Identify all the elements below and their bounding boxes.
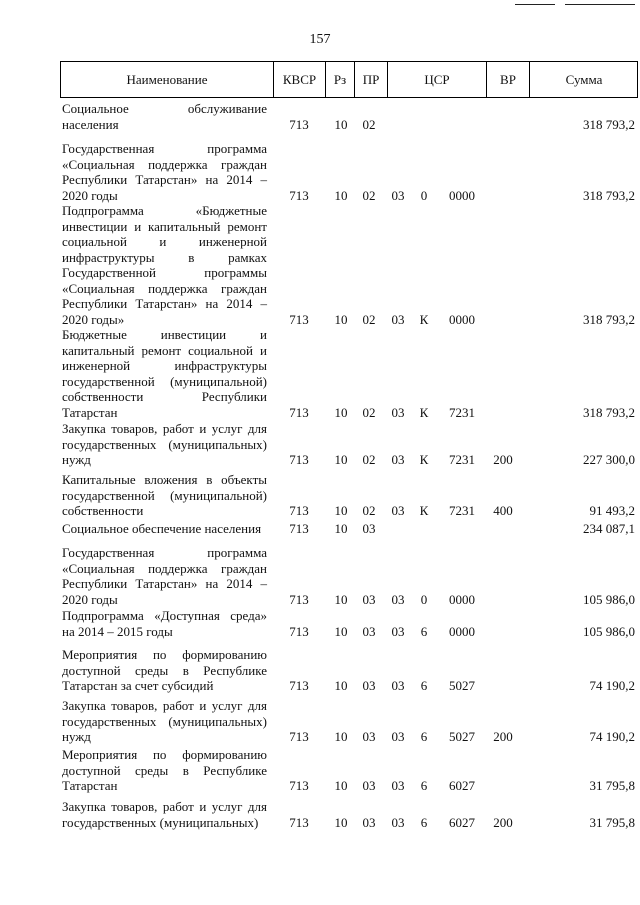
row-rz: 10: [334, 778, 348, 793]
row-rz: 10: [334, 521, 348, 536]
row-vr: 200: [493, 814, 513, 830]
row-pr: 02: [362, 116, 376, 132]
row-csr2: 6: [420, 814, 428, 830]
row-csr2: 6: [420, 778, 428, 793]
row-csr2: К: [419, 404, 429, 420]
row-name-line: государственных (муниципальных): [62, 814, 259, 830]
header-rz: Рз: [325, 62, 354, 97]
row-sum: 74 190,2: [589, 729, 635, 744]
row-sum: 318 793,2: [583, 404, 635, 420]
row-csr1: 03: [391, 311, 405, 327]
row-name-line: социальной и инженерной: [62, 234, 267, 249]
row-name-line: на 2014 – 2015 годы: [62, 623, 173, 639]
row-name-line: Подпрограмма «Доступная среда»: [62, 608, 267, 623]
row-name: [62, 647, 267, 694]
row-sum: 227 300,0: [583, 452, 635, 467]
row-name-line: 2020 годы: [62, 591, 118, 607]
row-pr: 03: [362, 521, 376, 536]
row-rz: 10: [334, 116, 348, 132]
row-sum: 31 795,8: [589, 778, 635, 793]
row-sum: 105 986,0: [583, 623, 635, 639]
row-csr2: 6: [420, 729, 428, 744]
row-csr1: 03: [391, 452, 405, 467]
row-csr3: 0000: [449, 623, 475, 639]
row-name-line: Социальное обслуживание: [62, 101, 267, 116]
row-csr3: 6027: [449, 778, 475, 793]
row-csr2: 0: [420, 591, 428, 607]
row-pr: 03: [362, 623, 376, 639]
header-kvsr: КВСР: [273, 62, 325, 97]
row-name-line: Закупка товаров, работ и услуг для: [62, 698, 267, 713]
row-csr2: К: [419, 503, 429, 518]
row-name: [62, 545, 267, 607]
top-rule: [565, 4, 635, 5]
row-name-line: Капитальные вложения в объекты: [62, 472, 267, 487]
header-csr: ЦСР: [387, 62, 486, 97]
row-name-line: Подпрограмма «Бюджетные: [62, 203, 267, 218]
row-name: [62, 608, 267, 639]
row-name-line: Татарстан за счет субсидий: [62, 678, 214, 693]
row-name-line: Закупка товаров, работ и услуг для: [62, 799, 267, 814]
row-kvsr: 713: [289, 116, 309, 132]
row-csr3: 0000: [449, 187, 475, 203]
row-sum: 234 087,1: [583, 521, 635, 536]
row-name-line: собственности: [62, 503, 144, 518]
row-name: [62, 799, 267, 830]
row-name-line: Мероприятия по формированию: [62, 747, 267, 762]
row-name: [62, 203, 267, 327]
row-kvsr: 713: [289, 187, 309, 203]
row-csr3: 7231: [449, 404, 475, 420]
row-rz: 10: [334, 503, 348, 518]
row-name-line: «Социальная поддержка граждан: [62, 156, 267, 172]
row-csr2: 6: [420, 678, 428, 693]
row-kvsr: 713: [289, 778, 309, 793]
row-rz: 10: [334, 591, 348, 607]
row-csr3: 0000: [449, 311, 475, 327]
row-rz: 10: [334, 623, 348, 639]
row-kvsr: 713: [289, 729, 309, 744]
row-csr2: К: [419, 452, 429, 467]
row-csr1: 03: [391, 778, 405, 793]
row-pr: 03: [362, 591, 376, 607]
row-kvsr: 713: [289, 452, 309, 467]
row-name-line: Татарстан: [62, 404, 118, 420]
row-name-line: капитальный ремонт социальной и: [62, 342, 267, 358]
row-name-line: населения: [62, 116, 119, 132]
row-sum: 91 493,2: [589, 503, 635, 518]
row-pr: 03: [362, 814, 376, 830]
row-csr3: 6027: [449, 814, 475, 830]
row-csr2: К: [419, 311, 429, 327]
row-sum: 318 793,2: [583, 187, 635, 203]
row-kvsr: 713: [289, 404, 309, 420]
row-name-line: Государственная программа: [62, 141, 267, 156]
row-name-line: доступной среды в Республике: [62, 662, 267, 678]
row-csr3: 5027: [449, 678, 475, 693]
row-sum: 105 986,0: [583, 591, 635, 607]
row-rz: 10: [334, 678, 348, 693]
row-name: [62, 421, 267, 468]
row-name-line: государственной (муниципальной): [62, 373, 267, 389]
row-kvsr: 713: [289, 814, 309, 830]
row-pr: 02: [362, 187, 376, 203]
row-pr: 02: [362, 311, 376, 327]
row-rz: 10: [334, 814, 348, 830]
row-name: [62, 747, 267, 794]
row-name-line: доступной среды в Республике: [62, 762, 267, 778]
row-kvsr: 713: [289, 591, 309, 607]
row-csr1: 03: [391, 404, 405, 420]
row-kvsr: 713: [289, 623, 309, 639]
row-name-line: Республики Татарстан» на 2014 –: [62, 296, 267, 311]
page-number: 157: [309, 32, 331, 47]
row-pr: 03: [362, 729, 376, 744]
row-pr: 02: [362, 404, 376, 420]
row-rz: 10: [334, 311, 348, 327]
row-name-line: государственных (муниципальных): [62, 436, 267, 452]
row-name-line: «Социальная поддержка граждан: [62, 280, 267, 296]
row-name-line: 2020 годы»: [62, 311, 125, 327]
row-name-line: государственных (муниципальных): [62, 713, 267, 729]
row-name-line: Государственная программа: [62, 545, 267, 560]
row-name: [62, 472, 267, 519]
row-name-line: Мероприятия по формированию: [62, 647, 267, 662]
row-name-line: Республики Татарстан» на 2014 –: [62, 172, 267, 187]
row-name-line: Социальное обеспечение населения: [62, 521, 262, 536]
table-header: [60, 61, 638, 98]
row-rz: 10: [334, 452, 348, 467]
top-rule: [515, 4, 555, 5]
row-name-line: Республики Татарстан» на 2014 –: [62, 576, 267, 591]
row-kvsr: 713: [289, 311, 309, 327]
row-csr1: 03: [391, 503, 405, 518]
row-vr: 200: [493, 452, 513, 467]
row-name-line: инфраструктуры в рамках: [62, 249, 267, 265]
row-name-line: Государственной программы: [62, 265, 267, 280]
row-name-line: государственной (муниципальной): [62, 487, 267, 503]
header-pr: ПР: [354, 62, 387, 97]
header-vr: ВР: [486, 62, 529, 97]
row-csr2: 6: [420, 623, 428, 639]
row-sum: 74 190,2: [589, 678, 635, 693]
row-name: [62, 327, 267, 420]
row-name-line: нужд: [62, 452, 91, 467]
row-name-line: инженерной инфраструктуры: [62, 358, 267, 373]
row-name: [62, 698, 267, 745]
row-kvsr: 713: [289, 521, 309, 536]
row-pr: 03: [362, 678, 376, 693]
row-rz: 10: [334, 187, 348, 203]
row-rz: 10: [334, 729, 348, 744]
header-name: Наименование: [126, 72, 208, 87]
row-csr3: 0000: [449, 591, 475, 607]
row-vr: 200: [493, 729, 513, 744]
row-csr1: 03: [391, 591, 405, 607]
row-vr: 400: [493, 503, 513, 518]
row-name: [62, 101, 267, 132]
row-pr: 02: [362, 503, 376, 518]
row-rz: 10: [334, 404, 348, 420]
row-name-line: собственности Республики: [62, 389, 267, 404]
row-csr1: 03: [391, 814, 405, 830]
row-csr1: 03: [391, 729, 405, 744]
row-name-line: «Социальная поддержка граждан: [62, 560, 267, 576]
row-name-line: Татарстан: [62, 778, 118, 793]
row-pr: 03: [362, 778, 376, 793]
row-csr1: 03: [391, 187, 405, 203]
row-name-line: 2020 годы: [62, 187, 118, 203]
row-sum: 31 795,8: [589, 814, 635, 830]
row-csr2: 0: [420, 187, 428, 203]
row-sum: 318 793,2: [583, 116, 635, 132]
row-csr1: 03: [391, 678, 405, 693]
row-pr: 02: [362, 452, 376, 467]
row-kvsr: 713: [289, 503, 309, 518]
header-sum: Сумма: [529, 62, 638, 97]
row-sum: 318 793,2: [583, 311, 635, 327]
row-name: [62, 521, 267, 537]
row-name-line: Бюджетные инвестиции и: [62, 327, 267, 342]
row-name-line: Закупка товаров, работ и услуг для: [62, 421, 267, 436]
row-csr3: 7231: [449, 503, 475, 518]
row-csr3: 5027: [449, 729, 475, 744]
row-name: [62, 141, 267, 203]
row-name-line: инвестиции и капитальный ремонт: [62, 218, 267, 234]
row-csr3: 7231: [449, 452, 475, 467]
row-name-line: нужд: [62, 729, 91, 744]
row-kvsr: 713: [289, 678, 309, 693]
row-csr1: 03: [391, 623, 405, 639]
